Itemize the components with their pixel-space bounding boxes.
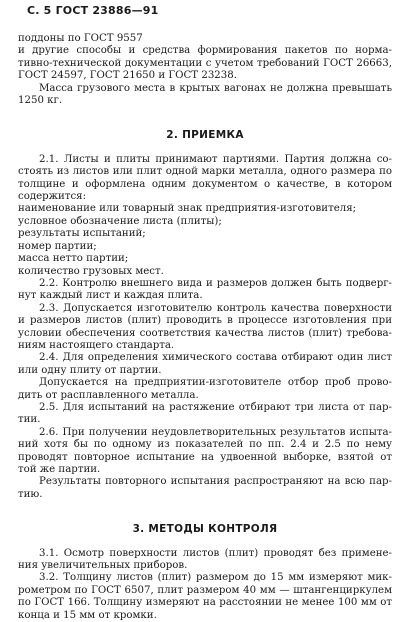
paragraph-2-5: 2.5. Для испытаний на растяжение отбирают три листа от пар-тии.: [18, 401, 392, 426]
paragraph-2-6: 2.6. При получении неудовлетворительных результатов испыта-ний хотя бы по одному из показателей по пп. 2.4 и 2.5 по нему проводят повторное испытание на удвоенной выборке, взятой от той же партии.: [18, 426, 392, 475]
intro-line-2: и другие способы и средства формирования пакетов по норма-тивно-технической документации с учетом требований ГОСТ 26663, ГОСТ 24597, ГОСТ 21650 и ГОСТ 23238.: [18, 45, 392, 82]
section-3-heading: 3. МЕТОДЫ КОНТРОЛЯ: [132, 523, 278, 536]
list-item: результаты испытаний;: [18, 228, 146, 240]
list-item: наименование или товарный знак предприятия-изготовителя;: [18, 203, 357, 215]
paragraph-2-4: 2.4. Для определения химического состава отбирают один лист или одну плиту от партии.: [18, 352, 392, 376]
list-item: условное обозначение листа (плиты);: [18, 215, 222, 227]
page-header: С. 5 ГОСТ 23886—91: [27, 4, 159, 17]
list-item: масса нетто партии;: [18, 253, 129, 265]
list-item: количество грузовых мест.: [18, 265, 164, 277]
document-body: [18, 33, 392, 622]
paragraph-3-1: 3.1. Осмотр поверхности листов (плит) проводят без примене-ния увеличительных приборов.: [18, 547, 392, 572]
intro-line-1: поддоны по ГОСТ 9557: [18, 33, 143, 44]
paragraph-2-4-note: Допускается на предприятии-изготовителе отбор проб прово-дить от расплавленного металла.: [18, 377, 392, 401]
intro-line-3: Масса грузового места в крытых вагонах не должна превышать 1250 кг.: [18, 82, 392, 107]
list-item: номер партии;: [18, 240, 97, 252]
paragraph-2-2: 2.2. Контролю внешнего вида и размеров должен быть подверг-нут каждый лист и каждая плита.: [18, 277, 392, 302]
paragraph-2-1: 2.1. Листы и плиты принимают партиями. Партия должна со-стоять из листов или плит одной марки металла, одного размера по толщине и оформлена одним документом о качестве, в котором содержится:: [18, 153, 392, 203]
section-2-heading: 2. ПРИЕМКА: [166, 129, 244, 142]
paragraph-2-3: 2.3. Допускается изготовителю контроль качества поверхности и размеров листов (плит) проводить в процессе изготовления при условии обеспечения соответствия качества листов (плит) требова-ниям настоящего стандарта.: [18, 302, 392, 351]
paragraph-2-6-note: Результаты повторного испытания распространяют на всю пар-тию.: [18, 476, 392, 500]
paragraph-3-2: 3.2. Толщину листов (плит) размером до 15 мм измеряют мик-рометром по ГОСТ 6507, плит размером 40 мм — штангенциркулем по ГОСТ 166. Толщину измеряют на расстоянии не менее 100 мм от конца и 15 мм от кромки.: [18, 572, 392, 621]
